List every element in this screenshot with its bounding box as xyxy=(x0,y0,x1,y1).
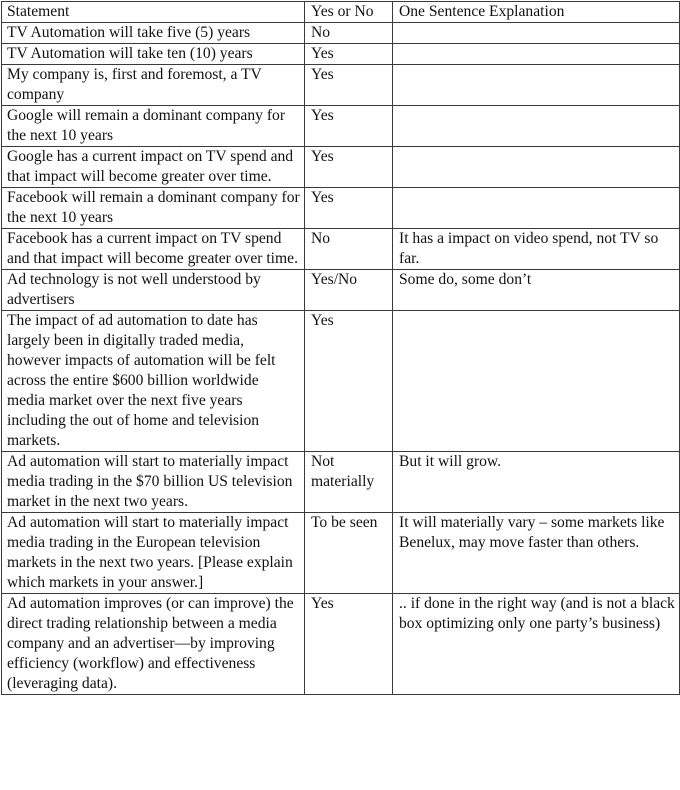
table-row xyxy=(2,106,680,147)
table-row xyxy=(2,452,680,513)
table-row xyxy=(2,188,680,229)
answer-cell: Yes xyxy=(305,311,393,452)
table-row xyxy=(2,147,680,188)
explanation-cell xyxy=(393,311,680,452)
answer-cell: Yes xyxy=(305,188,393,229)
explanation-cell: .. if done in the right way (and is not a black box optimizing only one party’s business) xyxy=(393,594,680,695)
table-row xyxy=(2,311,680,452)
header-yes-or-no: Yes or No xyxy=(305,2,393,23)
table-row xyxy=(2,23,680,44)
explanation-cell xyxy=(393,188,680,229)
statement-cell: Ad automation improves (or can improve) the direct trading relationship between a media company and an advertiser—by improving efficiency (workflow) and effectiveness (leveraging data). xyxy=(2,594,305,695)
answer-cell: No xyxy=(305,229,393,270)
answer-cell: Yes xyxy=(305,44,393,65)
statement-cell: Google will remain a dominant company for the next 10 years xyxy=(2,106,305,147)
explanation-cell xyxy=(393,44,680,65)
statement-cell: My company is, first and foremost, a TV company xyxy=(2,65,305,106)
answer-cell: Yes xyxy=(305,147,393,188)
answer-cell: Not materially xyxy=(305,452,393,513)
statement-cell: The impact of ad automation to date has largely been in digitally traded media, however impacts of automation will be felt across the entire $600 billion worldwide media market over the next five years including the out of home and television markets. xyxy=(2,311,305,452)
header-statement: Statement xyxy=(2,2,305,23)
answer-cell: Yes xyxy=(305,65,393,106)
explanation-cell xyxy=(393,65,680,106)
table-row xyxy=(2,270,680,311)
table-row xyxy=(2,229,680,270)
table-row xyxy=(2,44,680,65)
survey-table xyxy=(1,1,680,695)
explanation-cell xyxy=(393,147,680,188)
statement-cell: Facebook will remain a dominant company for the next 10 years xyxy=(2,188,305,229)
explanation-cell: Some do, some don’t xyxy=(393,270,680,311)
statement-cell: Ad automation will start to materially impact media trading in the $70 billion US television market in the next two years. xyxy=(2,452,305,513)
statement-cell: Google has a current impact on TV spend and that impact will become greater over time. xyxy=(2,147,305,188)
statement-cell: Ad automation will start to materially impact media trading in the European television markets in the next two years. [Please explain which markets in your answer.] xyxy=(2,513,305,594)
table-row xyxy=(2,513,680,594)
header-explanation: One Sentence Explanation xyxy=(393,2,680,23)
answer-cell: To be seen xyxy=(305,513,393,594)
explanation-cell xyxy=(393,106,680,147)
explanation-cell: It has a impact on video spend, not TV so far. xyxy=(393,229,680,270)
table-row xyxy=(2,594,680,695)
statement-cell: TV Automation will take ten (10) years xyxy=(2,44,305,65)
statement-cell: TV Automation will take five (5) years xyxy=(2,23,305,44)
header-row xyxy=(2,2,680,23)
explanation-cell xyxy=(393,23,680,44)
statement-cell: Facebook has a current impact on TV spend and that impact will become greater over time. xyxy=(2,229,305,270)
answer-cell: Yes xyxy=(305,106,393,147)
statement-cell: Ad technology is not well understood by advertisers xyxy=(2,270,305,311)
answer-cell: Yes xyxy=(305,594,393,695)
explanation-cell: But it will grow. xyxy=(393,452,680,513)
table-row xyxy=(2,65,680,106)
answer-cell: Yes/No xyxy=(305,270,393,311)
answer-cell: No xyxy=(305,23,393,44)
explanation-cell: It will materially vary – some markets like Benelux, may move faster than others. xyxy=(393,513,680,594)
